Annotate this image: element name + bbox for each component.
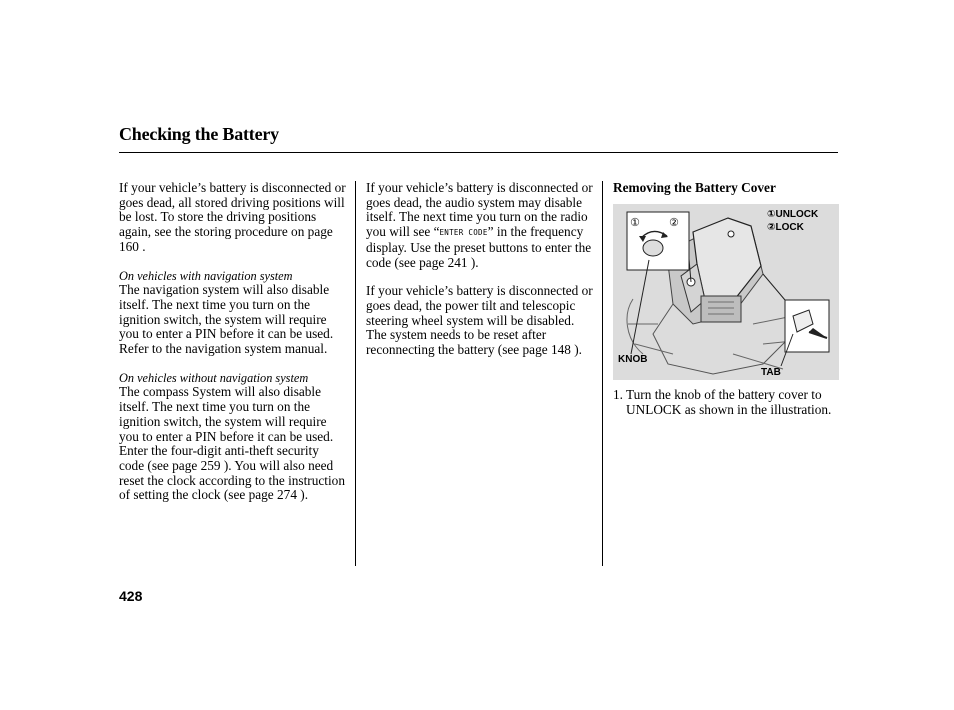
compass-paragraph: The compass System will also disable itself. The next time you turn on the ignition switch, the system will require you to enter a PIN before it can be used. Enter the four-digit anti-theft security code (see page 259 ). You will also need reset the clock according to the instruction of setting the clock (see page 274 ). <box>119 384 345 503</box>
column-divider-1 <box>355 181 356 566</box>
battery-cover-illustration <box>613 204 839 380</box>
page-number: 428 <box>119 588 143 604</box>
instruction-steps <box>613 388 841 417</box>
column-left <box>119 181 347 503</box>
page-title: Checking the Battery <box>119 124 279 144</box>
legend-lock: ②LOCK <box>767 222 804 233</box>
circle-two-label: ② <box>669 217 679 229</box>
column-divider-2 <box>602 181 603 566</box>
step-text: Turn the knob of the battery cover to UNLOCK as shown in the illustration. <box>626 387 832 417</box>
tab-label: TAB <box>761 367 781 378</box>
title-rule <box>119 152 838 153</box>
circle-one-label: ① <box>630 217 640 229</box>
battery-positions-paragraph: If your vehicle’s battery is disconnected or goes dead, all stored driving positions will be lost. To store the driving positions again, see the storing procedure on page 160 . <box>119 180 346 254</box>
nav-system-paragraph: The navigation system will also disable itself. The next time you turn on the ignition switch, the system will require you to enter a PIN before it can be used. Refer to the navigation system manual. <box>119 282 334 357</box>
step-number: 1. <box>613 387 623 402</box>
no-nav-system-heading: On vehicles without navigation system <box>119 370 309 385</box>
enter-code-display-text: ENTER CODE <box>439 228 488 238</box>
steering-paragraph: If your vehicle’s battery is disconnected or goes dead, the power tilt and telescopic steering wheel system will be disabled. The system needs to be reset after reconnecting the battery (see page 148 ). <box>366 283 593 358</box>
audio-paragraph: If your vehicle’s battery is disconnected or goes dead, the audio system may disable itself. The next time you turn on the radio you will see “ENTER CODE” in the frequency display. Use the preset buttons to enter the code (see page 241 ). <box>366 180 593 270</box>
column-middle <box>366 181 596 358</box>
battery-cover-heading: Removing the Battery Cover <box>613 180 776 195</box>
knob-label: KNOB <box>618 354 648 365</box>
nav-system-heading: On vehicles with navigation system <box>119 268 293 283</box>
step-item <box>613 388 841 417</box>
legend-unlock: ①UNLOCK <box>767 209 819 220</box>
